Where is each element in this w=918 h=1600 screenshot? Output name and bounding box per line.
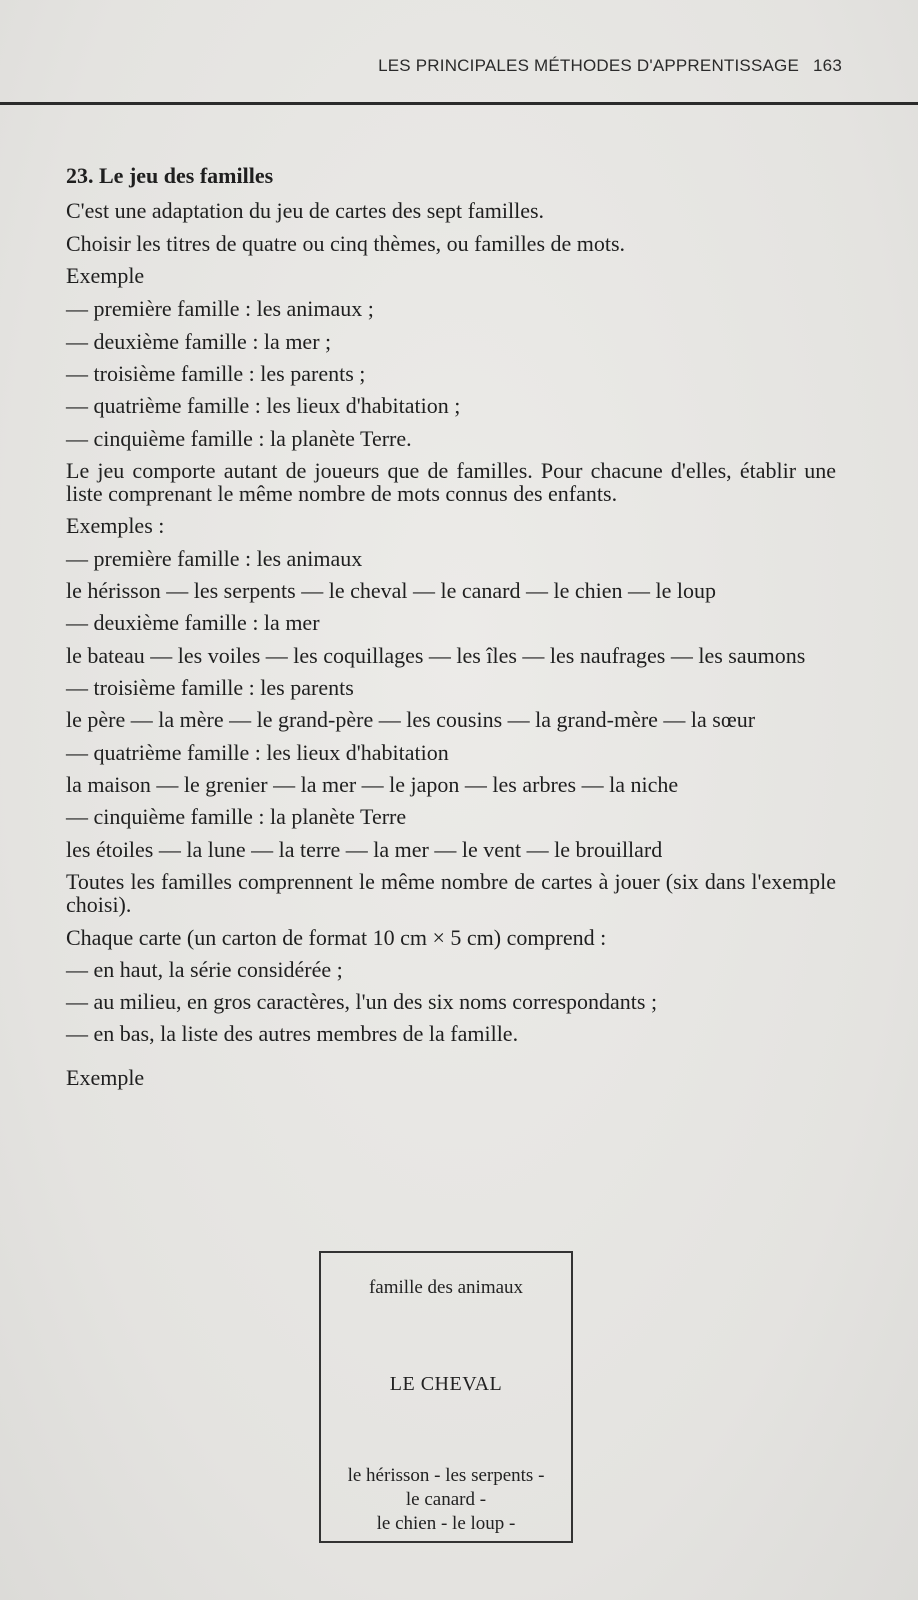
word-list: la maison — le grenier — la mer — le japon — les arbres — la niche bbox=[66, 771, 679, 797]
list-item: — deuxième famille : la mer ; bbox=[66, 328, 332, 354]
example-label: Exemple bbox=[66, 1064, 145, 1090]
list-item: — cinquième famille : la planète Terre. bbox=[66, 425, 412, 451]
card-category: famille des animaux bbox=[368, 1277, 524, 1298]
card-members-line: le hérisson - les serpents - bbox=[347, 1465, 545, 1486]
section-title: 23. Le jeu des familles bbox=[66, 163, 274, 188]
list-item: — troisième famille : les parents bbox=[66, 675, 354, 700]
running-head bbox=[378, 56, 842, 76]
list-item: — au milieu, en gros caractères, l'un des six noms correspondants ; bbox=[66, 989, 658, 1015]
word-list: le père — la mère — le grand-père — les cousins — la grand-mère — la sœur bbox=[66, 707, 756, 733]
paragraph: Le jeu comporte autant de joueurs que de familles. Pour chacune d'elles, établir une liste comprenant le même nombre de mots connus des enfants. bbox=[66, 457, 836, 507]
card-members bbox=[329, 1464, 563, 1535]
paragraph: Toutes les familles comprennent le même nombre de cartes à jouer (six dans l'exemple choisi). bbox=[66, 868, 836, 918]
list-item: — troisième famille : les parents ; bbox=[66, 360, 366, 386]
card-members-line: le chien - le loup - bbox=[376, 1512, 516, 1534]
word-list: le hérisson — les serpents — le cheval — le canard — le chien — le loup bbox=[66, 578, 717, 604]
paragraph: Chaque carte (un carton de format 10 cm × 5 cm) comprend : bbox=[66, 924, 607, 950]
paragraph: Exemple bbox=[66, 262, 145, 288]
list-item: — en bas, la liste des autres membres de la famille. bbox=[66, 1021, 519, 1047]
word-list: les étoiles — la lune — la terre — la mer — le vent — le brouillard bbox=[66, 836, 663, 862]
page-number: 163 bbox=[813, 56, 842, 75]
paragraph: Choisir les titres de quatre ou cinq thèmes, ou familles de mots. bbox=[66, 230, 626, 256]
list-item: — en haut, la série considérée ; bbox=[66, 956, 343, 982]
running-title: LES PRINCIPALES MÉTHODES D'APPRENTISSAGE bbox=[378, 56, 800, 75]
list-item: — quatrième famille : les lieux d'habitation bbox=[66, 739, 449, 765]
list-item: — première famille : les animaux ; bbox=[66, 296, 374, 322]
header-rule bbox=[0, 102, 918, 105]
list-item: — quatrième famille : les lieux d'habitation ; bbox=[66, 393, 461, 419]
example-card bbox=[319, 1251, 573, 1543]
paragraph: C'est une adaptation du jeu de cartes des sept familles. bbox=[66, 198, 545, 224]
card-name: LE CHEVAL bbox=[389, 1373, 503, 1395]
paragraph: Exemples : bbox=[66, 513, 165, 539]
card-members-line: le canard - bbox=[405, 1488, 487, 1510]
list-item: — cinquième famille : la planète Terre bbox=[66, 804, 407, 830]
section-body bbox=[66, 164, 836, 1098]
list-item: — première famille : les animaux bbox=[66, 545, 363, 571]
list-item: — deuxième famille : la mer bbox=[66, 610, 320, 636]
word-list: le bateau — les voiles — les coquillages — les îles — les naufrages — les saumons bbox=[66, 642, 806, 668]
